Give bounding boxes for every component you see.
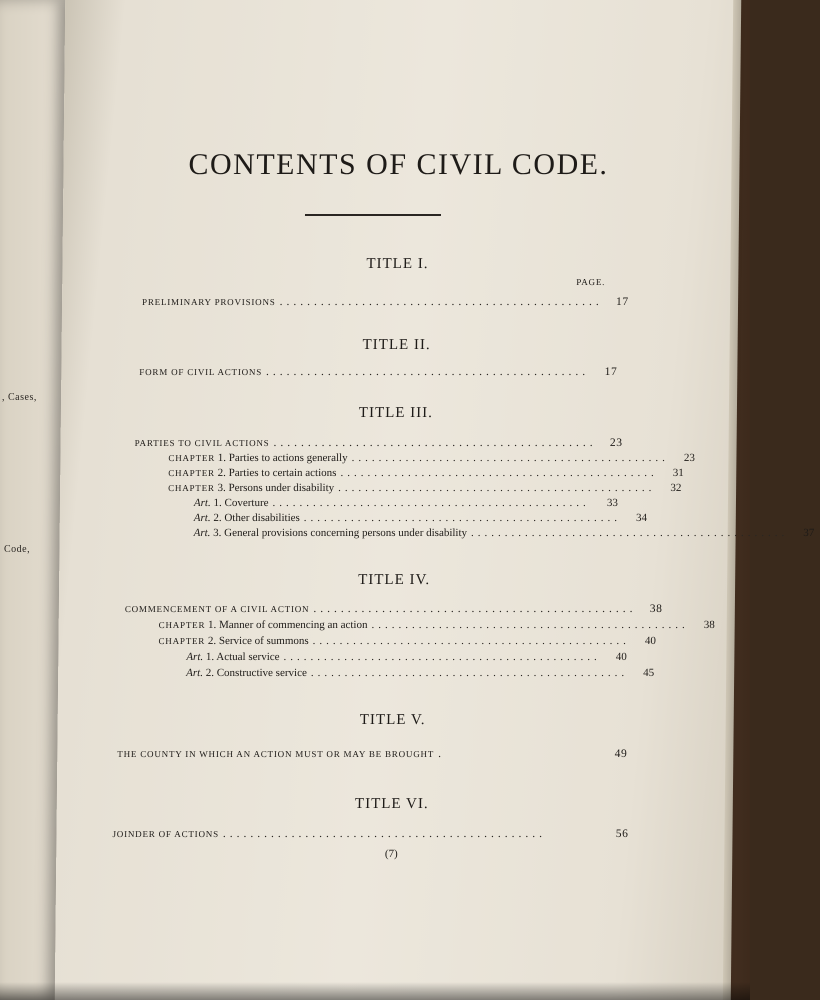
title-heading: TITLE II. — [362, 337, 431, 353]
toc-entry: COMMENCEMENT OF A CIVIL ACTION ............................................... 38 — [124, 603, 663, 615]
toc-subentry: Art. 2. Other disabilities ............................................... 34 — [193, 512, 648, 524]
title-heading: TITLE III. — [358, 405, 434, 421]
toc-entry: FORM OF CIVIL ACTIONS ............................................... 17 — [139, 366, 618, 378]
title-heading: TITLE IV. — [358, 572, 431, 588]
toc-subentry: CHAPTER 3. Persons under disability ............................................... 32 — [168, 482, 682, 494]
title-heading: TITLE V. — [359, 712, 426, 728]
toc-entry: PARTIES TO CIVIL ACTIONS ............................................... 23 — [134, 437, 623, 449]
left-page-fragment: Code, — [4, 544, 31, 555]
toc-subentry: CHAPTER 2. Service of summons ............................................... 40 — [158, 635, 657, 647]
left-page-fragment: , Cases, — [2, 392, 37, 403]
title-rule — [305, 214, 441, 216]
toc-subentry: CHAPTER 2. Parties to certain actions ............................................... 31 — [168, 467, 684, 479]
bottom-shadow — [0, 982, 750, 1000]
page-number: (7) — [384, 848, 398, 860]
toc-subentry: CHAPTER 1. Manner of commencing an action ............................................... 38 — [158, 619, 715, 631]
toc-subentry: Art. 1. Actual service ............................................... 40 — [186, 651, 627, 663]
toc-subentry: Art. 1. Coverture ............................................... 33 — [193, 497, 619, 509]
toc-subentry: Art. 3. General provisions concerning persons under disability ............................................... 37 — [193, 527, 815, 539]
title-heading: TITLE I. — [366, 256, 429, 272]
contents-page — [55, 0, 815, 1000]
toc-entry: THE COUNTY IN WHICH AN ACTION MUST OR MAY BE BROUGHT . 49 — [117, 748, 628, 760]
toc-subentry: Art. 2. Constructive service ............................................... 45 — [186, 667, 655, 679]
page-column-label: PAGE. — [576, 277, 606, 287]
toc-entry: PRELIMINARY PROVISIONS ............................................... 17 — [142, 296, 629, 308]
title-heading: TITLE VI. — [354, 796, 429, 812]
page-title: CONTENTS OF CIVIL CODE. — [188, 148, 609, 181]
toc-entry: JOINDER OF ACTIONS ............................................... 56 — [112, 828, 629, 840]
toc-subentry: CHAPTER 1. Parties to actions generally ............................................... 23 — [168, 452, 695, 464]
